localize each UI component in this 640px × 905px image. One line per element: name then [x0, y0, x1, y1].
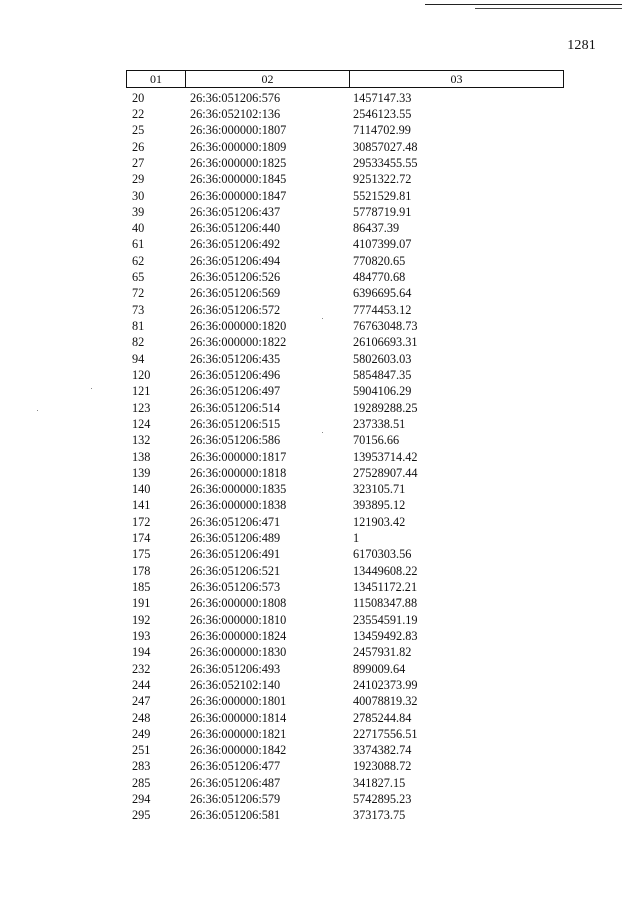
- cell-value: 5802603.03: [353, 351, 412, 366]
- cell-cadastral-number: 26:36:051206:489: [190, 531, 281, 546]
- cell-value: 7774453.12: [353, 302, 412, 317]
- cell-id: 65: [132, 270, 145, 285]
- column-header-01: 01: [150, 71, 162, 86]
- cell-cadastral-number: 26:36:051206:437: [190, 204, 281, 219]
- cell-cadastral-number: 26:36:000000:1801: [190, 694, 287, 709]
- cell-value: 26106693.31: [353, 335, 418, 350]
- table-row: [126, 726, 564, 742]
- cell-id: 247: [132, 694, 151, 709]
- table-row: [126, 563, 564, 579]
- table-row: [126, 367, 564, 383]
- table-row: [126, 90, 564, 106]
- cell-value: 1923088.72: [353, 759, 412, 774]
- cell-value: 70156.66: [353, 433, 400, 448]
- cell-id: 123: [132, 400, 151, 415]
- column-header-03: 03: [349, 71, 563, 87]
- table-row: [126, 221, 564, 237]
- cell-cadastral-number: 26:36:000000:1814: [190, 710, 287, 725]
- cell-id: 172: [132, 514, 151, 529]
- cell-value: 484770.68: [353, 270, 406, 285]
- cell-id: 30: [132, 188, 145, 203]
- cell-value: 5904106.29: [353, 384, 412, 399]
- cell-value: 9251322.72: [353, 172, 412, 187]
- table-row: [126, 465, 564, 481]
- cell-id: 124: [132, 416, 151, 431]
- cell-value: 3374382.74: [353, 743, 412, 758]
- cell-id: 40: [132, 221, 145, 236]
- cell-cadastral-number: 26:36:051206:494: [190, 253, 281, 268]
- table-row: [126, 269, 564, 285]
- table-row: [126, 596, 564, 612]
- cell-cadastral-number: 26:36:000000:1817: [190, 449, 287, 464]
- table-row: [126, 335, 564, 351]
- table-row: [126, 106, 564, 122]
- table-row: [126, 351, 564, 367]
- cell-id: 283: [132, 759, 151, 774]
- cell-value: 13449608.22: [353, 563, 418, 578]
- cell-id: 61: [132, 237, 145, 252]
- table-row: [126, 775, 564, 791]
- cell-value: 6170303.56: [353, 547, 412, 562]
- cell-value: 29533455.55: [353, 155, 418, 170]
- table-row: [126, 791, 564, 807]
- cell-id: 140: [132, 482, 151, 497]
- cell-cadastral-number: 26:36:000000:1847: [190, 188, 287, 203]
- cell-cadastral-number: 26:36:051206:497: [190, 384, 281, 399]
- cell-value: 5521529.81: [353, 188, 412, 203]
- cell-id: 193: [132, 628, 151, 643]
- cell-value: 2546123.55: [353, 106, 412, 121]
- cell-cadastral-number: 26:36:000000:1830: [190, 645, 287, 660]
- cell-id: 248: [132, 710, 151, 725]
- cell-value: 373173.75: [353, 808, 406, 823]
- cell-value: 323105.71: [353, 482, 406, 497]
- cell-value: 76763048.73: [353, 319, 418, 334]
- top-rule-secondary: [475, 8, 622, 9]
- cell-cadastral-number: 26:36:000000:1810: [190, 612, 287, 627]
- cell-value: 30857027.48: [353, 139, 418, 154]
- table-row: [126, 286, 564, 302]
- cell-value: 13459492.83: [353, 628, 418, 643]
- table-row: [126, 579, 564, 595]
- scan-speck: [37, 410, 38, 411]
- cell-cadastral-number: 26:36:051206:514: [190, 400, 281, 415]
- cell-id: 185: [132, 580, 151, 595]
- scan-speck: [91, 388, 92, 389]
- cell-id: 244: [132, 677, 151, 692]
- cell-cadastral-number: 26:36:052102:140: [190, 677, 281, 692]
- column-header-02: 02: [185, 71, 349, 87]
- cell-id: 191: [132, 596, 151, 611]
- cell-id: 285: [132, 775, 151, 790]
- cell-cadastral-number: 26:36:051206:491: [190, 547, 281, 562]
- cell-value: 7114702.99: [353, 123, 411, 138]
- cell-value: 4107399.07: [353, 237, 412, 252]
- table-row: [126, 449, 564, 465]
- table-row: [126, 547, 564, 563]
- cell-cadastral-number: 26:36:051206:569: [190, 286, 281, 301]
- cell-id: 138: [132, 449, 151, 464]
- cell-id: 141: [132, 498, 151, 513]
- cell-id: 139: [132, 465, 151, 480]
- cell-cadastral-number: 26:36:051206:579: [190, 792, 281, 807]
- table-row: [126, 612, 564, 628]
- cell-id: 29: [132, 172, 145, 187]
- table-row: [126, 123, 564, 139]
- cell-id: 82: [132, 335, 145, 350]
- cell-cadastral-number: 26:36:000000:1842: [190, 743, 287, 758]
- cell-cadastral-number: 26:36:000000:1807: [190, 123, 287, 138]
- table-row: [126, 416, 564, 432]
- cell-id: 249: [132, 726, 151, 741]
- cell-value: 770820.65: [353, 253, 406, 268]
- cell-id: 94: [132, 351, 145, 366]
- cell-cadastral-number: 26:36:000000:1808: [190, 596, 287, 611]
- table-row: [126, 677, 564, 693]
- cell-id: 120: [132, 367, 151, 382]
- table-row: [126, 498, 564, 514]
- cell-value: 11508347.88: [353, 596, 418, 611]
- table-row: [126, 433, 564, 449]
- scan-speck: [322, 318, 323, 319]
- scan-speck: [322, 432, 323, 433]
- cell-id: 81: [132, 319, 145, 334]
- cell-cadastral-number: 26:36:051206:515: [190, 416, 281, 431]
- table-row: [126, 237, 564, 253]
- cell-value: 1: [353, 531, 360, 546]
- cell-cadastral-number: 26:36:000000:1822: [190, 335, 287, 350]
- cell-cadastral-number: 26:36:000000:1824: [190, 628, 287, 643]
- cell-id: 26: [132, 139, 145, 154]
- page-number: 1281: [567, 38, 596, 53]
- cell-value: 22717556.51: [353, 726, 418, 741]
- cell-value: 27528907.44: [353, 465, 418, 480]
- table-row: [126, 514, 564, 530]
- table-row: [126, 645, 564, 661]
- cell-cadastral-number: 26:36:000000:1821: [190, 726, 287, 741]
- cell-id: 232: [132, 661, 151, 676]
- cell-cadastral-number: 26:36:051206:521: [190, 563, 281, 578]
- table-row: [126, 400, 564, 416]
- table-body: [126, 90, 564, 824]
- cell-cadastral-number: 26:36:000000:1818: [190, 465, 287, 480]
- cell-cadastral-number: 26:36:051206:477: [190, 759, 281, 774]
- cell-id: 22: [132, 106, 145, 121]
- table-row: [126, 204, 564, 220]
- table-header: [126, 70, 564, 88]
- cell-value: 1457147.33: [353, 90, 412, 105]
- table-row: [126, 710, 564, 726]
- cell-id: 178: [132, 563, 151, 578]
- cell-value: 393895.12: [353, 498, 406, 513]
- cell-id: 27: [132, 155, 145, 170]
- cell-value: 121903.42: [353, 514, 406, 529]
- cell-cadastral-number: 26:36:000000:1845: [190, 172, 287, 187]
- cell-id: 192: [132, 612, 151, 627]
- table-row: [126, 482, 564, 498]
- table-row: [126, 530, 564, 546]
- table-row: [126, 384, 564, 400]
- table-row: [126, 694, 564, 710]
- cell-cadastral-number: 26:36:000000:1809: [190, 139, 287, 154]
- cell-id: 39: [132, 204, 145, 219]
- cell-cadastral-number: 26:36:051206:586: [190, 433, 281, 448]
- cell-cadastral-number: 26:36:051206:581: [190, 808, 281, 823]
- cell-id: 20: [132, 90, 145, 105]
- cell-id: 121: [132, 384, 151, 399]
- cell-cadastral-number: 26:36:051206:572: [190, 302, 281, 317]
- cell-cadastral-number: 26:36:000000:1820: [190, 319, 287, 334]
- cell-id: 174: [132, 531, 151, 546]
- cell-id: 194: [132, 645, 151, 660]
- cell-id: 73: [132, 302, 145, 317]
- cell-value: 2785244.84: [353, 710, 412, 725]
- cell-id: 25: [132, 123, 145, 138]
- table-row: [126, 188, 564, 204]
- cell-id: 132: [132, 433, 151, 448]
- cell-cadastral-number: 26:36:051206:471: [190, 514, 281, 529]
- cell-cadastral-number: 26:36:052102:136: [190, 106, 281, 121]
- cell-value: 899009.64: [353, 661, 406, 676]
- cell-cadastral-number: 26:36:000000:1825: [190, 155, 287, 170]
- table-row: [126, 155, 564, 171]
- cell-cadastral-number: 26:36:051206:576: [190, 90, 281, 105]
- cell-cadastral-number: 26:36:051206:493: [190, 661, 281, 676]
- cell-id: 62: [132, 253, 145, 268]
- cell-id: 295: [132, 808, 151, 823]
- cell-value: 6396695.64: [353, 286, 412, 301]
- table-row: [126, 139, 564, 155]
- cell-value: 5854847.35: [353, 367, 412, 382]
- cell-cadastral-number: 26:36:051206:492: [190, 237, 281, 252]
- cell-value: 19289288.25: [353, 400, 418, 415]
- cell-id: 72: [132, 286, 145, 301]
- table-row: [126, 743, 564, 759]
- cell-cadastral-number: 26:36:051206:573: [190, 580, 281, 595]
- cell-value: 2457931.82: [353, 645, 412, 660]
- table-row: [126, 172, 564, 188]
- cell-value: 24102373.99: [353, 677, 418, 692]
- cell-value: 23554591.19: [353, 612, 418, 627]
- cell-id: 175: [132, 547, 151, 562]
- cell-cadastral-number: 26:36:051206:496: [190, 367, 281, 382]
- cell-id: 294: [132, 792, 151, 807]
- cell-cadastral-number: 26:36:051206:526: [190, 270, 281, 285]
- cell-id: 251: [132, 743, 151, 758]
- cell-value: 13451172.21: [353, 580, 418, 595]
- table-row: [126, 808, 564, 824]
- table-row: [126, 318, 564, 334]
- cell-value: 86437.39: [353, 221, 400, 236]
- top-rule: [425, 4, 622, 5]
- cell-value: 237338.51: [353, 416, 406, 431]
- cell-value: 5742895.23: [353, 792, 412, 807]
- table-row: [126, 759, 564, 775]
- cell-cadastral-number: 26:36:051206:435: [190, 351, 281, 366]
- cell-cadastral-number: 26:36:000000:1838: [190, 498, 287, 513]
- cell-value: 40078819.32: [353, 694, 418, 709]
- cell-value: 341827.15: [353, 775, 406, 790]
- cell-cadastral-number: 26:36:000000:1835: [190, 482, 287, 497]
- table-row: [126, 628, 564, 644]
- cell-value: 13953714.42: [353, 449, 418, 464]
- cell-cadastral-number: 26:36:051206:440: [190, 221, 281, 236]
- cell-value: 5778719.91: [353, 204, 412, 219]
- table-row: [126, 253, 564, 269]
- cell-cadastral-number: 26:36:051206:487: [190, 775, 281, 790]
- table-row: [126, 661, 564, 677]
- table-row: [126, 302, 564, 318]
